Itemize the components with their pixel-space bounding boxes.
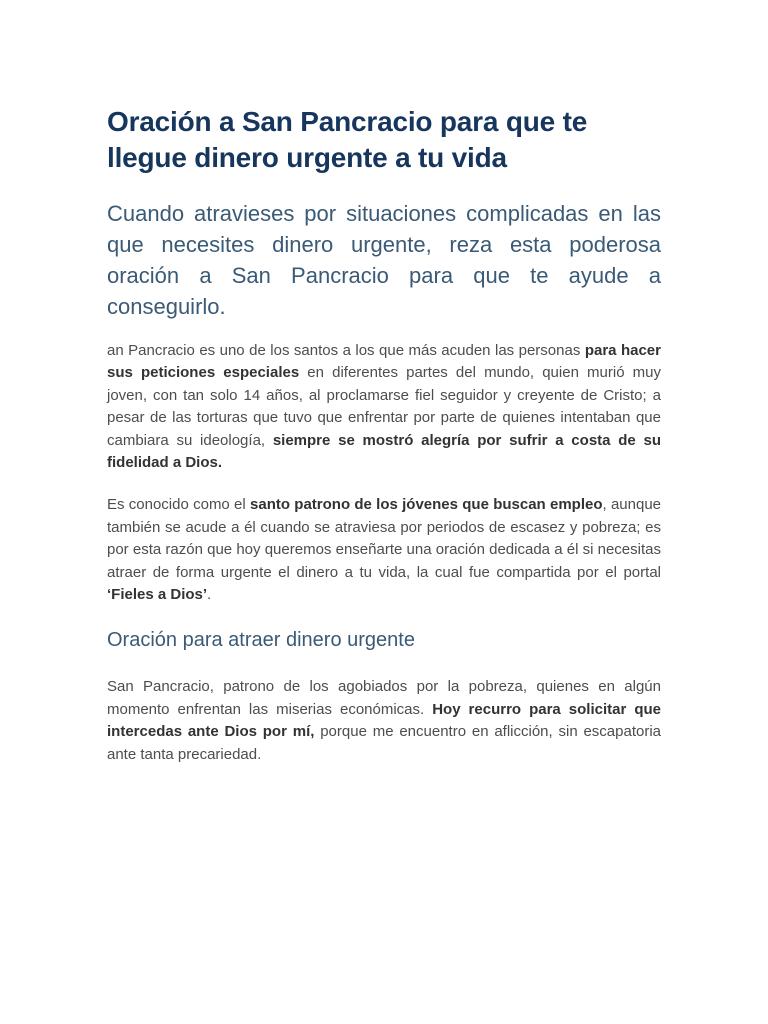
paragraph-1-text-a: an Pancracio es uno de los santos a los que más acuden las personas — [107, 342, 585, 359]
paragraph-3-bold-a: Hoy recurro para solicitar que intercedas ante Dios por mí, — [107, 700, 661, 741]
paragraph-2 — [107, 494, 661, 606]
section-heading: Oración para atraer dinero urgente — [107, 629, 415, 652]
paragraph-1-bold-a: para hacer sus peticiones especiales — [107, 342, 661, 382]
paragraph-1-bold-b: siempre se mostró alegría por sufrir a costa de su fidelidad a Dios. — [107, 431, 661, 472]
article-title: Oración a San Pancracio para que te llegue dinero urgente a tu vida — [107, 106, 588, 173]
paragraph-2-bold-a: santo patrono de los jóvenes que buscan empleo — [250, 496, 603, 514]
paragraph-3 — [107, 676, 661, 766]
paragraph-2-text-a: Es conocido como el — [107, 496, 251, 514]
paragraph-2-bold-b: ‘Fieles a Dios’ — [107, 586, 208, 604]
paragraph-3-text-a: San Pancracio, patrono de los agobiados por la pobreza, quienes en algún momento enfrentan las miserias económicas. — [107, 678, 661, 718]
paragraph-1 — [107, 340, 661, 474]
paragraph-1-text-b: en diferentes partes del mundo, quien murió muy joven, con tan solo 14 años, al proclamarse fiel seguidor y creyente de Cristo; a pesar de las torturas que tuvo que enfrentar por parte de quienes intentaban que cambiara su ideología, — [107, 364, 662, 449]
paragraph-3-text-b: porque me encuentro en aflicción, sin escapatoria ante tanta precariedad. — [107, 723, 662, 763]
paragraph-2-text-c: . — [207, 586, 212, 604]
article-lead: Cuando atravieses por situaciones complicadas en las que necesites dinero urgente, reza esta poderosa oración a San Pancracio para que te ayude a conseguirlo. — [107, 201, 661, 319]
paragraph-2-text-b: , aunque también se acude a él cuando se atraviesa por periodos de escasez y pobreza; es por esta razón que hoy queremos enseñarte una oración dedicada a él si necesitas atraer de forma urgente el dinero a tu vida, la cual fue compartida por el portal — [107, 496, 662, 581]
